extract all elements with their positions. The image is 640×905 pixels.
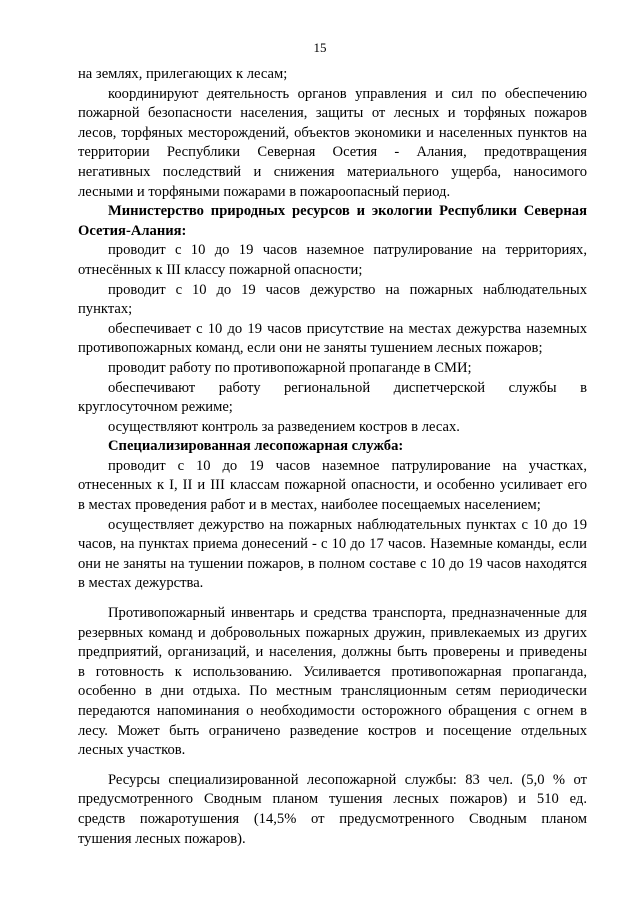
paragraph: [78, 85, 587, 203]
paragraph: [78, 65, 587, 85]
text-line: проводит с 10 до 19 часов дежурство на пожарных наблюдательных: [108, 281, 587, 298]
text-line: лесов, торфяных месторождений, объектов экономики и населенных пунктов на: [78, 124, 587, 141]
text-line: предприятий, организаций, и населения, должны быть проверены и приведены: [78, 644, 587, 661]
text-line: в местах дежурства.: [78, 575, 204, 592]
text-line: круглосуточном режиме;: [78, 399, 233, 416]
text-line: осуществляют контроль за разведением костров в лесах.: [108, 418, 460, 435]
text-line: проводит работу по противопожарной пропаганде в СМИ;: [108, 359, 472, 376]
paragraph: [78, 241, 587, 280]
text-line: Противопожарный инвентарь и средства транспорта, предназначенные для: [108, 605, 587, 622]
text-line: в местах проведения работ и в местах, наиболее посещаемых населением;: [78, 497, 541, 514]
text-line: на землях, прилегающих к лесам;: [78, 66, 288, 82]
text-line: пунктах;: [78, 301, 133, 318]
text-line: координируют деятельность органов управления и сил по обеспечению: [108, 85, 587, 102]
paragraph: [78, 379, 587, 418]
text-line: обеспечивает с 10 до 19 часов присутствие на местах дежурства наземных: [108, 320, 587, 337]
text-line: осуществляет дежурство на пожарных наблюдательных пунктах с 10 до 19: [108, 516, 587, 533]
text-line: резервных команд и добровольных пожарных дружин, привлекаемых из других: [78, 624, 587, 641]
text-line: пожарной безопасности населения, защиты от лесных и торфяных пожаров: [78, 105, 587, 122]
text-line: средств пожаротушения (14,5% от предусмотренного Сводным планом: [78, 810, 587, 827]
text-line: часов, на пунктах приема донесений - с 10 до 17 часов. Наземные команды, если: [78, 536, 587, 553]
text-line: предусмотренного Сводным планом тушения лесных пожаров) и 510 ед.: [78, 791, 587, 808]
text-line: тушения лесных пожаров).: [78, 830, 246, 847]
paragraph: [78, 320, 587, 359]
text-line: отнесенных к I, II и III классам пожарной опасности, и особенно усиливает его: [78, 477, 587, 494]
text-line: отнесённых к III классу пожарной опасности;: [78, 261, 363, 278]
text-line: негативных последствий и снижения материального ущерба, наносимого: [78, 163, 587, 180]
text-line: особенно в дни отдыха. По местным трансляционным сетям периодически: [78, 683, 587, 700]
text-line: территории Республики Северная Осетия - Алания, предотвращения: [78, 144, 587, 161]
document-body: [78, 65, 587, 849]
paragraph-gap: [78, 761, 587, 771]
text-line: передаются напоминания о необходимости осторожного обращения с огнем в: [78, 703, 587, 719]
page-number: 15: [313, 40, 327, 55]
text-line: лесных участков.: [78, 742, 186, 759]
paragraph-gap: [78, 594, 587, 604]
text-line: обеспечивают работу региональной диспетчерской службы в: [108, 379, 587, 396]
text-line: они не заняты на тушении пожаров, в полном составе с 10 до 19 часов находятся: [78, 555, 587, 572]
text-line: Осетия-Алания:: [78, 222, 187, 239]
paragraph: [78, 359, 587, 379]
text-line: лесными и торфяными пожарами в пожароопасный период.: [78, 183, 451, 200]
text-line: проводит с 10 до 19 часов наземное патрулирование на территориях,: [108, 242, 587, 259]
paragraph: [78, 604, 587, 761]
section-heading: [78, 437, 587, 457]
paragraph: [78, 771, 587, 849]
paragraph: [78, 418, 587, 438]
section-heading: [78, 202, 587, 241]
text-line: в готовность к использованию. Усиливается противопожарная пропаганда,: [78, 663, 587, 680]
paragraph: [78, 457, 587, 516]
text-line: Министерство природных ресурсов и экологии Республики Северная: [108, 203, 587, 220]
text-line: противопожарных команд, если они не заняты тушением лесных пожаров;: [78, 340, 543, 357]
text-line: Ресурсы специализированной лесопожарной службы: 83 чел. (5,0 % от: [108, 771, 587, 788]
paragraph: [78, 516, 587, 594]
text-line: Специализированная лесопожарная служба:: [108, 438, 404, 455]
paragraph: [78, 281, 587, 320]
text-line: лесу. Может быть ограничено разведение костров и посещение отдельных: [78, 722, 587, 739]
text-line: проводит с 10 до 19 часов наземное патрулирование на участках,: [108, 457, 587, 474]
